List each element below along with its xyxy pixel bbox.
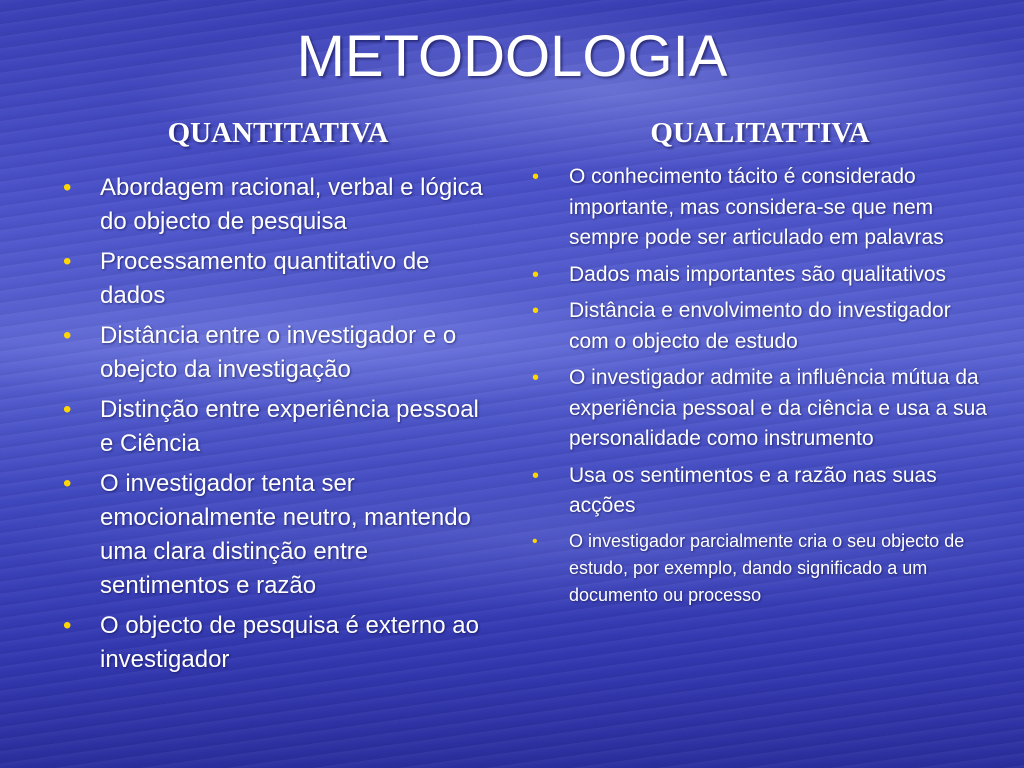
list-item — [63, 393, 495, 461]
list-item — [63, 609, 495, 677]
list-item-text: O investigador parcialmente cria o seu objecto de estudo, por exemplo, dando significado a um documento ou processo — [569, 530, 965, 605]
list-item — [532, 162, 989, 254]
qualitative-list — [532, 162, 989, 615]
bullet-icon: • — [532, 166, 540, 188]
list-item-text: Distância e envolvimento do investigador com o objecto de estudo — [569, 299, 951, 353]
list-item — [532, 528, 989, 609]
bullet-icon: • — [63, 612, 72, 639]
bullet-icon: • — [63, 396, 72, 423]
list-item-text: Distância entre o investigador e o obejcto da investigação — [100, 322, 457, 383]
bullet-icon: • — [63, 322, 72, 349]
list-item-text: O investigador tenta ser emocionalmente neutro, mantendo uma clara distinção entre sentimentos e razão — [100, 470, 471, 599]
list-item-text: Abordagem racional, verbal e lógica do objecto de pesquisa — [100, 174, 483, 235]
qualitative-heading: QUALITATTIVA — [650, 117, 870, 149]
list-item-text: O conhecimento tácito é considerado importante, mas considera-se que nem sempre pode ser articulado em palavras — [569, 165, 944, 249]
bullet-icon: • — [532, 367, 540, 389]
list-item-text: Processamento quantitativo de dados — [100, 248, 430, 309]
list-item-text: Dados mais importantes são qualitativos — [569, 262, 947, 286]
list-item — [532, 260, 989, 291]
list-item — [63, 245, 495, 313]
list-item-text: O objecto de pesquisa é externo ao investigador — [100, 612, 479, 673]
list-item — [532, 296, 989, 357]
list-item — [532, 461, 989, 522]
list-item — [532, 363, 989, 455]
list-item-text: Distinção entre experiência pessoal e Ciência — [100, 396, 479, 457]
bullet-icon: • — [63, 248, 72, 275]
list-item — [63, 467, 495, 603]
list-item — [63, 319, 495, 387]
bullet-icon: • — [532, 464, 540, 487]
quantitative-heading: QUANTITATIVA — [167, 117, 389, 149]
bullet-icon: • — [532, 532, 538, 550]
bullet-icon: • — [63, 174, 72, 201]
bullet-icon: • — [532, 263, 540, 286]
list-item-text: Usa os sentimentos e a razão nas suas acções — [569, 463, 937, 517]
slide-title: METODOLOGIA — [296, 24, 728, 89]
bullet-icon: • — [532, 300, 540, 322]
quantitative-list — [63, 171, 495, 683]
bullet-icon: • — [63, 470, 72, 497]
list-item — [63, 171, 495, 239]
list-item-text: O investigador admite a influência mútua da experiência pessoal e da ciência e usa a sua personalidade como instrumento — [569, 366, 987, 450]
